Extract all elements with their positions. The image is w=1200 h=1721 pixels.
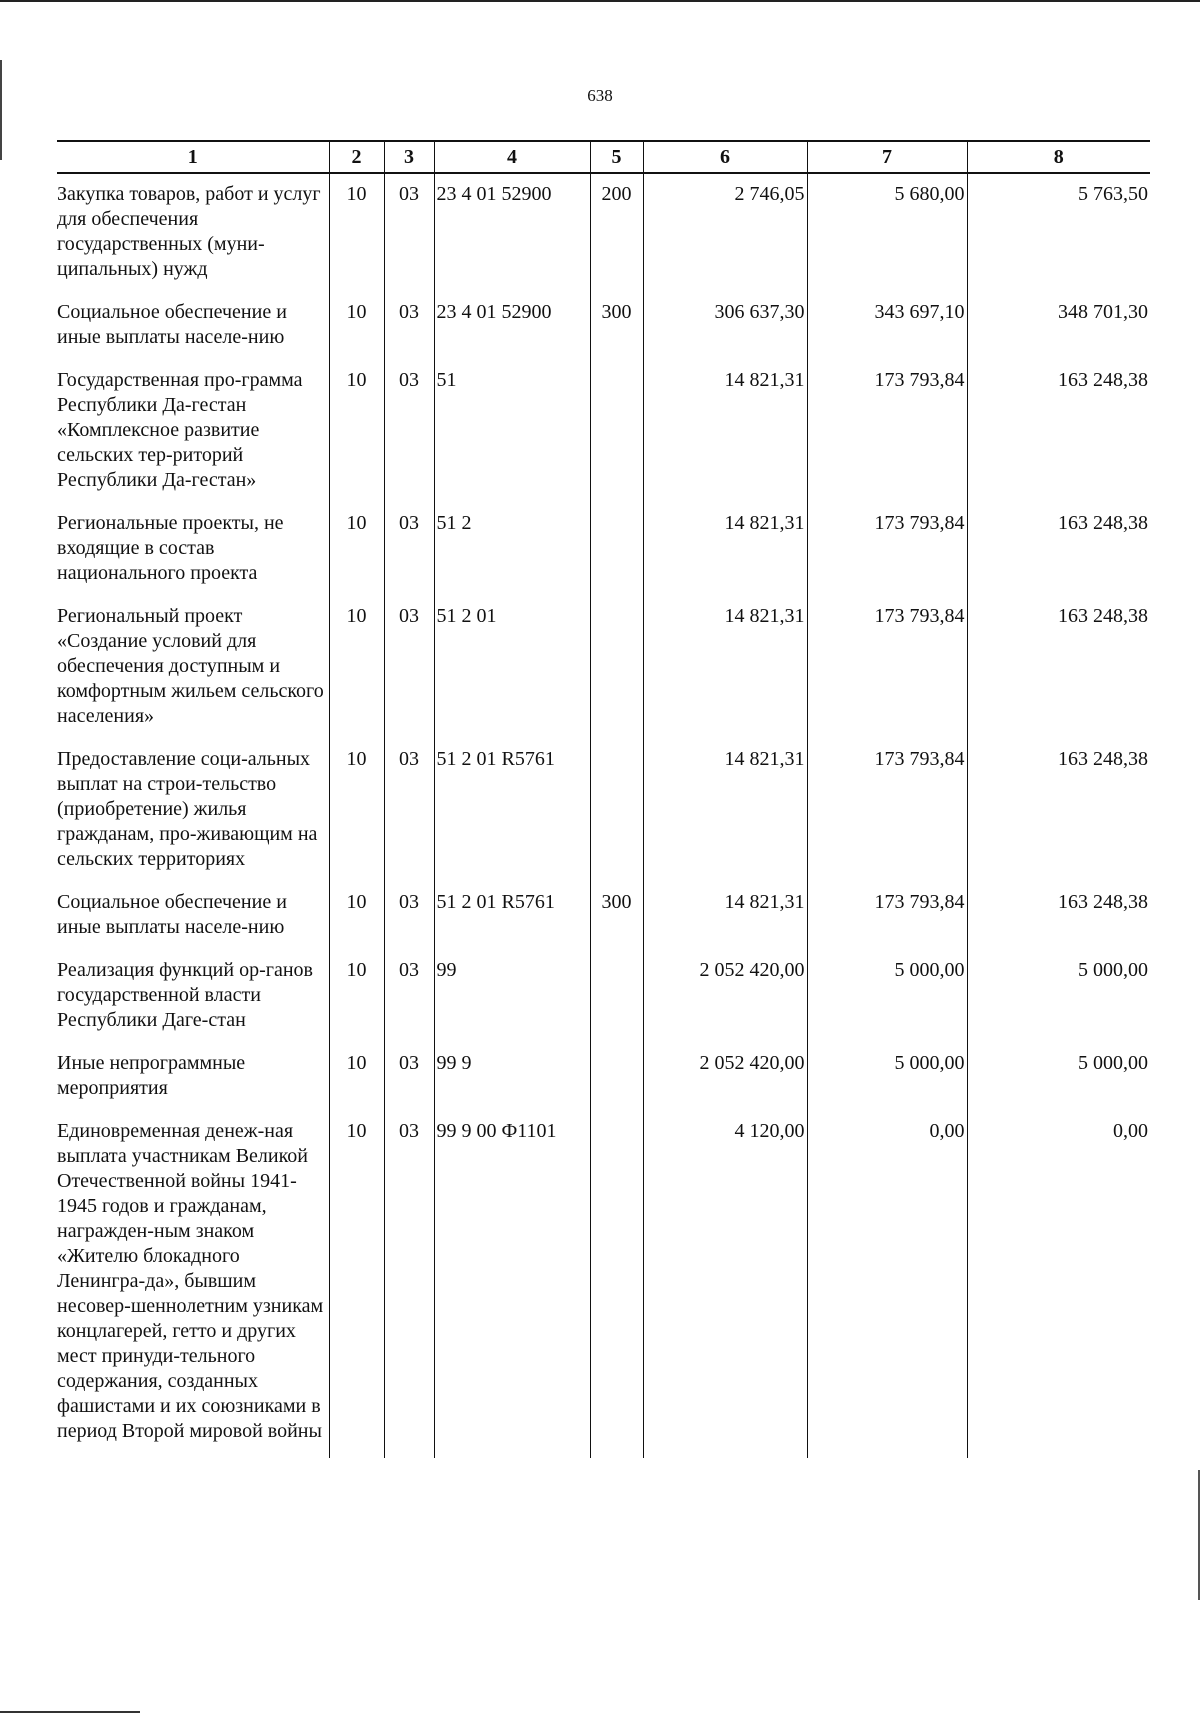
expense-type-code: 300 — [590, 882, 643, 950]
section-code: 10 — [329, 1111, 384, 1458]
row-description: Реализация функций ор-ганов государственной власти Республики Даге-стан — [57, 959, 313, 1031]
column-header-4: 4 — [434, 141, 590, 173]
subsection-code: 03 — [384, 882, 434, 950]
expense-type-code — [590, 739, 643, 882]
row-description: Государственная про-грамма Республики Да-гестан «Комплексное развитие сельских тер-риторий Республики Да-гестан» — [57, 369, 303, 491]
expense-type-code — [590, 1043, 643, 1111]
amount-col-6: 306 637,30 — [643, 292, 807, 360]
amount-col-7: 0,00 — [807, 1111, 967, 1458]
amount-col-7: 173 793,84 — [807, 596, 967, 739]
amount-col-8: 5 763,50 — [967, 173, 1150, 292]
table-row — [57, 596, 1150, 739]
amount-col-6: 4 120,00 — [643, 1111, 807, 1458]
row-description: Иные непрограммные мероприятия — [57, 1052, 246, 1099]
row-description: Региональный проект «Создание условий для обеспечения доступным и комфортным жильем сельского населения» — [57, 605, 324, 727]
subsection-code: 03 — [384, 292, 434, 360]
column-header-3: 3 — [384, 141, 434, 173]
scan-edge-left — [0, 60, 2, 160]
target-article-code: 99 9 — [434, 1043, 590, 1111]
amount-col-8: 163 248,38 — [967, 596, 1150, 739]
amount-col-6: 14 821,31 — [643, 739, 807, 882]
page-number: 638 — [587, 86, 613, 105]
amount-col-6: 2 052 420,00 — [643, 1043, 807, 1111]
table-row — [57, 503, 1150, 596]
amount-col-7: 173 793,84 — [807, 360, 967, 503]
budget-table — [57, 140, 1150, 1458]
table-row — [57, 950, 1150, 1043]
table-header-row — [57, 141, 1150, 173]
row-description: Закупка товаров, работ и услуг для обеспечения государственных (муни-ципальных) нужд — [57, 183, 321, 280]
amount-col-6: 2 052 420,00 — [643, 950, 807, 1043]
amount-col-8: 0,00 — [967, 1111, 1150, 1458]
row-description: Социальное обеспечение и иные выплаты населе-нию — [57, 891, 287, 938]
row-description: Предоставление соци-альных выплат на строи-тельство (приобретение) жилья гражданам, про-живающим на сельских территориях — [57, 748, 318, 870]
amount-col-7: 5 000,00 — [807, 950, 967, 1043]
amount-col-8: 5 000,00 — [967, 1043, 1150, 1111]
amount-col-7: 173 793,84 — [807, 882, 967, 950]
amount-col-8: 163 248,38 — [967, 360, 1150, 503]
amount-col-7: 173 793,84 — [807, 503, 967, 596]
table-row — [57, 1043, 1150, 1111]
amount-col-8: 163 248,38 — [967, 503, 1150, 596]
section-code: 10 — [329, 173, 384, 292]
subsection-code: 03 — [384, 739, 434, 882]
table-row — [57, 882, 1150, 950]
section-code: 10 — [329, 882, 384, 950]
table-row — [57, 739, 1150, 882]
section-code: 10 — [329, 596, 384, 739]
section-code: 10 — [329, 360, 384, 503]
scan-edge-top — [0, 0, 1200, 2]
amount-col-8: 163 248,38 — [967, 739, 1150, 882]
subsection-code: 03 — [384, 360, 434, 503]
subsection-code: 03 — [384, 950, 434, 1043]
table-row — [57, 173, 1150, 292]
amount-col-6: 14 821,31 — [643, 503, 807, 596]
section-code: 10 — [329, 950, 384, 1043]
amount-col-6: 14 821,31 — [643, 596, 807, 739]
subsection-code: 03 — [384, 1043, 434, 1111]
subsection-code: 03 — [384, 1111, 434, 1458]
target-article-code: 51 2 — [434, 503, 590, 596]
amount-col-6: 2 746,05 — [643, 173, 807, 292]
table-row — [57, 292, 1150, 360]
amount-col-7: 5 680,00 — [807, 173, 967, 292]
target-article-code: 99 9 00 Ф1101 — [434, 1111, 590, 1458]
row-description: Единовременная денеж-ная выплата участникам Великой Отечественной войны 1941-1945 годов и гражданам, награжден-ным знаком «Жителю блокадного Ленингра-да», бывшим несовер-шеннолетним узникам концлагерей, гетто и других мест принуди-тельного содержания, созданных фашистами и их союзниками в период Второй мировой войны — [57, 1120, 324, 1442]
target-article-code: 51 2 01 — [434, 596, 590, 739]
subsection-code: 03 — [384, 596, 434, 739]
section-code: 10 — [329, 1043, 384, 1111]
column-header-8: 8 — [967, 141, 1150, 173]
target-article-code: 23 4 01 52900 — [434, 173, 590, 292]
expense-type-code — [590, 503, 643, 596]
expense-type-code: 300 — [590, 292, 643, 360]
column-header-5: 5 — [590, 141, 643, 173]
row-description: Социальное обеспечение и иные выплаты населе-нию — [57, 301, 287, 348]
subsection-code: 03 — [384, 173, 434, 292]
amount-col-7: 5 000,00 — [807, 1043, 967, 1111]
target-article-code: 51 2 01 R5761 — [434, 739, 590, 882]
amount-col-8: 163 248,38 — [967, 882, 1150, 950]
subsection-code: 03 — [384, 503, 434, 596]
expense-type-code — [590, 360, 643, 503]
target-article-code: 51 2 01 R5761 — [434, 882, 590, 950]
amount-col-8: 5 000,00 — [967, 950, 1150, 1043]
expense-type-code — [590, 596, 643, 739]
table-row — [57, 1111, 1150, 1458]
column-header-7: 7 — [807, 141, 967, 173]
amount-col-7: 343 697,10 — [807, 292, 967, 360]
column-header-6: 6 — [643, 141, 807, 173]
column-header-2: 2 — [329, 141, 384, 173]
amount-col-7: 173 793,84 — [807, 739, 967, 882]
amount-col-8: 348 701,30 — [967, 292, 1150, 360]
amount-col-6: 14 821,31 — [643, 360, 807, 503]
scan-edge-bottom — [0, 1711, 140, 1713]
expense-type-code — [590, 1111, 643, 1458]
amount-col-6: 14 821,31 — [643, 882, 807, 950]
target-article-code: 51 — [434, 360, 590, 503]
section-code: 10 — [329, 739, 384, 882]
expense-type-code: 200 — [590, 173, 643, 292]
section-code: 10 — [329, 292, 384, 360]
table-row — [57, 360, 1150, 503]
section-code: 10 — [329, 503, 384, 596]
column-header-1: 1 — [57, 141, 329, 173]
expense-type-code — [590, 950, 643, 1043]
target-article-code: 99 — [434, 950, 590, 1043]
row-description: Региональные проекты, не входящие в состав национального проекта — [57, 512, 284, 584]
target-article-code: 23 4 01 52900 — [434, 292, 590, 360]
